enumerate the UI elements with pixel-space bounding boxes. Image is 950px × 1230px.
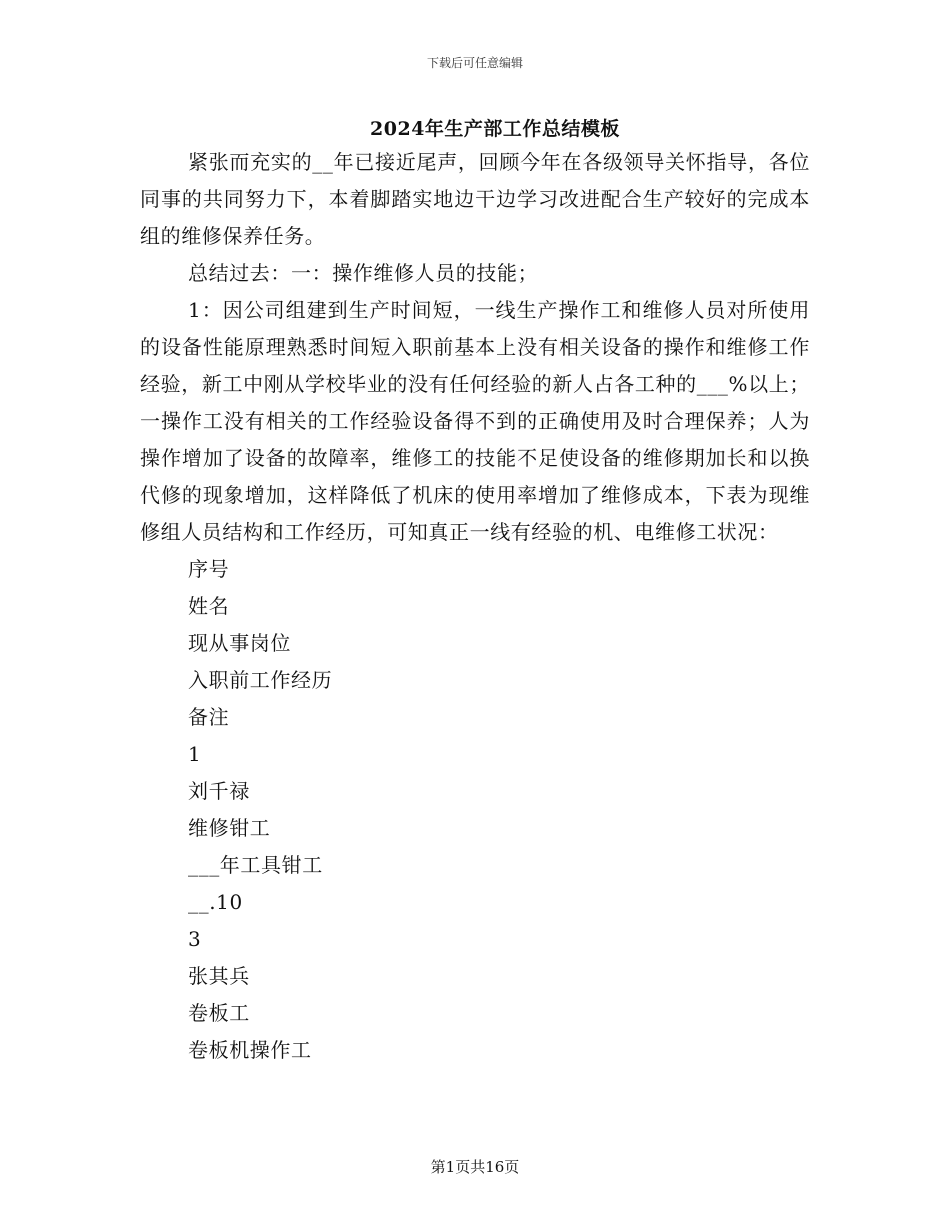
table-cell: __.10 xyxy=(188,890,243,914)
table-cell: ___年工具钳工 xyxy=(188,853,323,877)
table-header-cell: 姓名 xyxy=(188,594,230,618)
table-header-cell: 入职前工作经历 xyxy=(188,668,333,692)
table-cell: 刘千禄 xyxy=(188,779,250,803)
table-row xyxy=(140,921,810,1069)
table-header-cell: 备注 xyxy=(188,705,230,729)
table-row xyxy=(140,736,810,921)
document-body xyxy=(140,144,810,1069)
header-note: 下载后可任意编辑 xyxy=(426,56,523,70)
table-cell: 张其兵 xyxy=(188,964,250,988)
table-header-cell: 序号 xyxy=(188,557,230,581)
paragraph-intro: 紧张而充实的__年已接近尾声，回顾今年在各级领导关怀指导，各位同事的共同努力下，本着脚踏实地边干边学习改进配合生产较好的完成本组的维修保养任务。 xyxy=(140,150,810,248)
table-cell: 维修钳工 xyxy=(188,816,271,840)
document-title: 2024年生产部工作总结模板 xyxy=(370,118,620,140)
table-cell: 卷板工 xyxy=(188,1001,250,1025)
paragraph-skills: 1：因公司组建到生产时间短，一线生产操作工和维修人员对所使用的设备性能原理熟悉时间短入职前基本上没有相关设备的操作和维修工作经验，新工中刚从学校毕业的没有任何经验的新人占各工种的___%以上；一操作工没有相关的工作经验设备得不到的正确使用及时合理保养；人为操作增加了设备的故障率，维修工的技能不足使设备的维修期加长和以换代修的现象增加，这样降低了机床的使用率增加了维修成本，下表为现维修组人员结构和工作经历，可知真正一线有经验的机、电维修工状况： xyxy=(140,298,810,544)
table-header-list xyxy=(140,551,810,736)
table-cell: 1 xyxy=(188,742,202,766)
table-cell: 3 xyxy=(188,927,202,951)
table-header-cell: 现从事岗位 xyxy=(188,631,291,655)
page-number: 第1页共16页 xyxy=(430,1158,520,1176)
table-cell: 卷板机操作工 xyxy=(188,1038,312,1062)
paragraph-summary-heading: 总结过去：一：操作维修人员的技能； xyxy=(188,261,539,285)
